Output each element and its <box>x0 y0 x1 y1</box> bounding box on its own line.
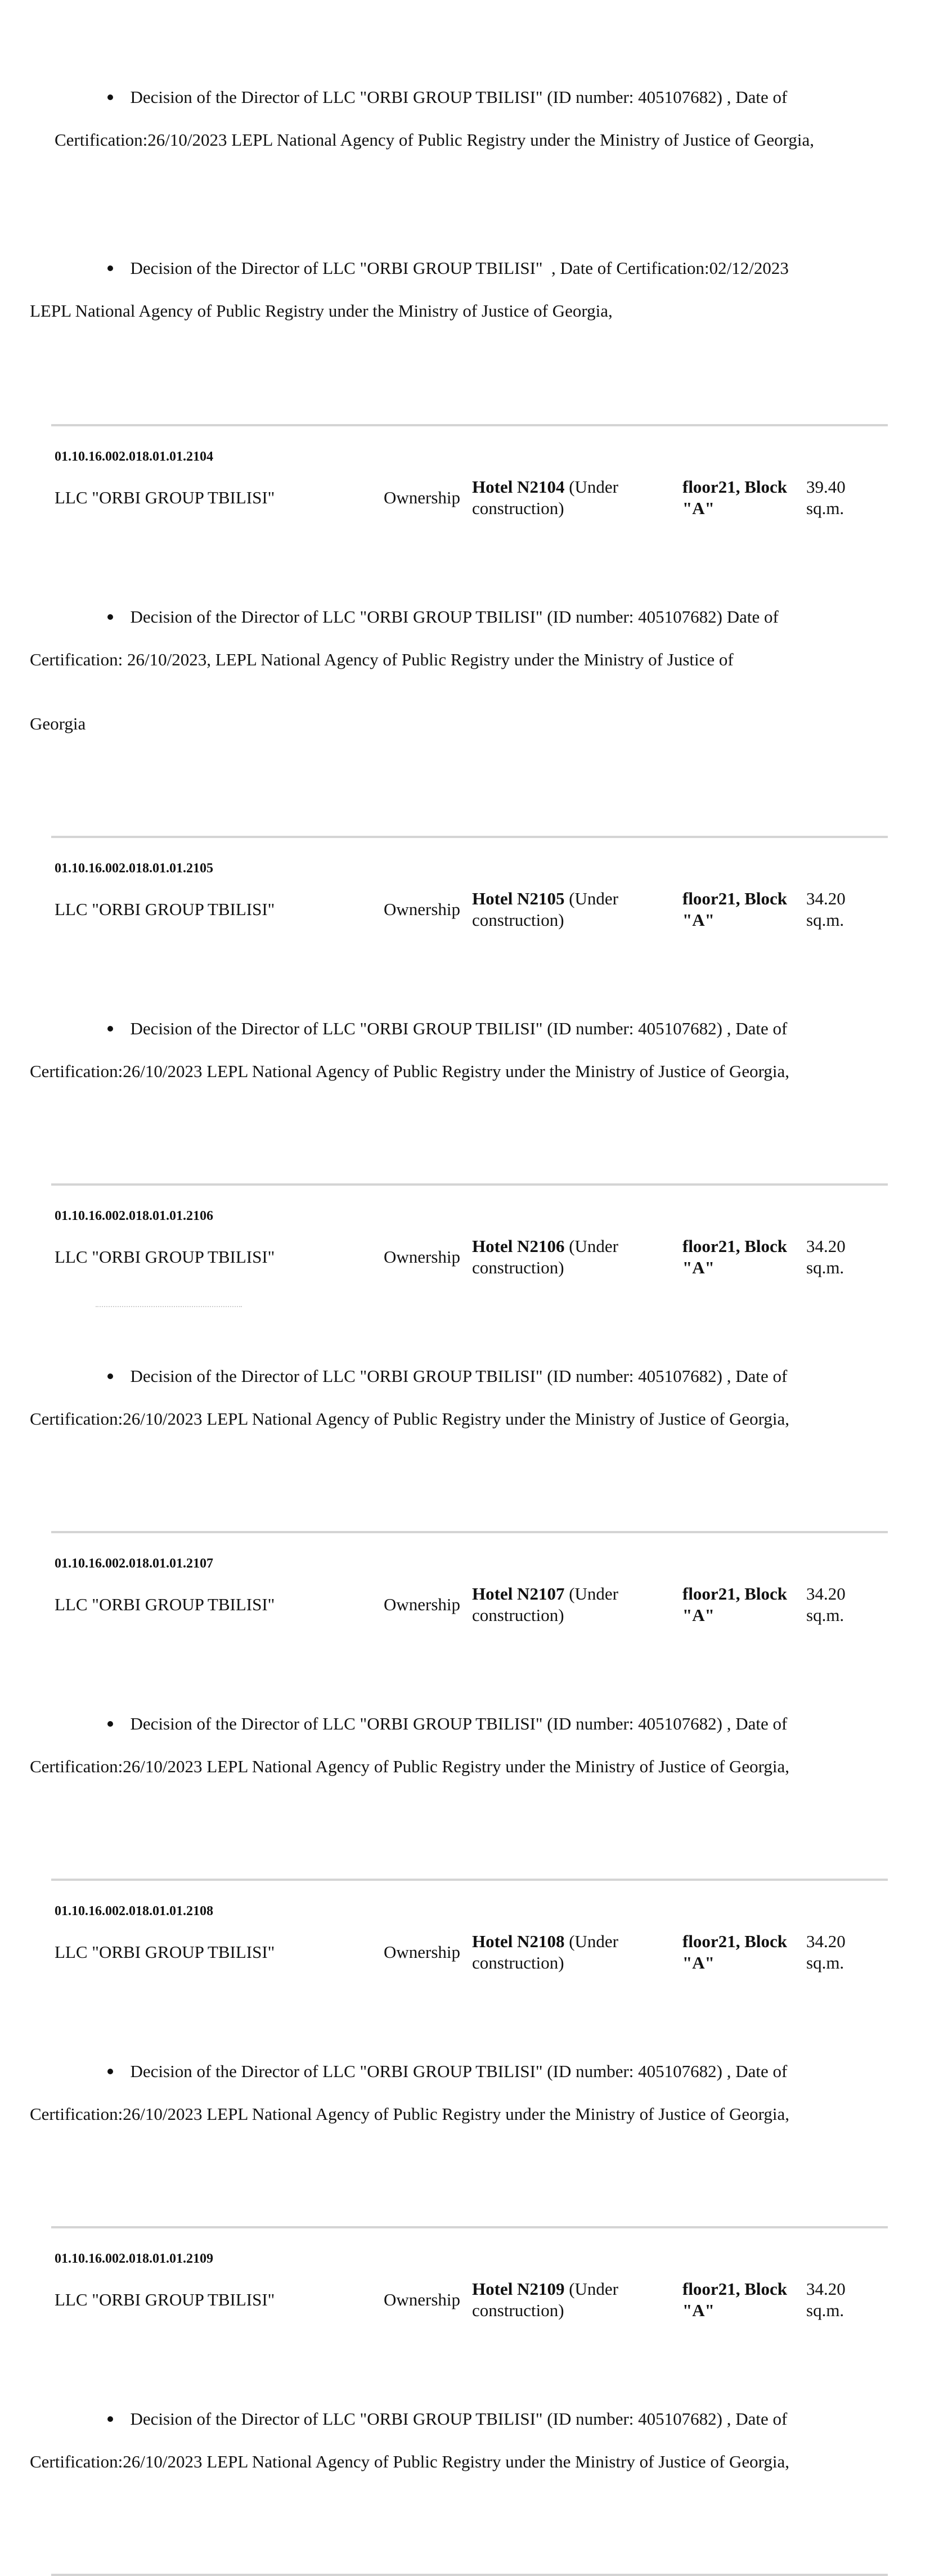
note-line: Decision of the Director of LLC "ORBI GROUP TBILISI" (ID number: 405107682) , Date of <box>130 2061 788 2081</box>
bullet-icon <box>107 94 113 100</box>
note-line: LEPL National Agency of Public Registry under the Ministry of Justice of Georgia, <box>30 301 613 321</box>
property-area: 39.40 sq.m. <box>806 477 846 518</box>
property-location: floor21, Block "A" <box>682 477 787 518</box>
property-description <box>472 1583 641 1626</box>
note-line: Certification:26/10/2023 LEPL National Agency of Public Registry under the Ministry of Justice of Georgia, <box>30 1757 789 1776</box>
property-area: 34.20 sq.m. <box>806 1236 846 1277</box>
property-name: Hotel N2107 <box>472 1584 565 1604</box>
property-location: floor21, Block "A" <box>682 1584 787 1625</box>
property-status: (Under construction) <box>472 1236 618 1277</box>
note-item <box>30 2039 887 2168</box>
note-line: Decision of the Director of LLC "ORBI GROUP TBILISI" (ID number: 405107682) Date of <box>130 607 779 627</box>
property-description <box>472 1931 641 1974</box>
owner-name: LLC "ORBI GROUP TBILISI" <box>55 1247 275 1267</box>
cadastral-code: 01.10.16.002.018.01.01.2107 <box>55 1556 213 1571</box>
property-record <box>55 2228 887 2320</box>
note-line: Certification:26/10/2023 LEPL National Agency of Public Registry under the Ministry of Justice of Georgia, <box>30 1409 789 1429</box>
property-name: Hotel N2108 <box>472 1931 565 1951</box>
owner-name: LLC "ORBI GROUP TBILISI" <box>55 1942 275 1962</box>
property-name: Hotel N2105 <box>472 889 565 908</box>
record-notes <box>30 2312 887 2574</box>
note-line: Decision of the Director of LLC "ORBI GROUP TBILISI" (ID number: 405107682) , Date of <box>130 1019 788 1038</box>
note-line: Georgia <box>30 714 86 733</box>
property-location: floor21, Block "A" <box>682 2279 787 2320</box>
note-item <box>30 236 887 364</box>
property-area: 34.20 sq.m. <box>806 889 846 930</box>
property-status: (Under construction) <box>472 1584 618 1625</box>
note-item <box>30 1344 887 1472</box>
property-location: floor21, Block "A" <box>682 1236 787 1277</box>
note-line: Decision of the Director of LLC "ORBI GROUP TBILISI" , Date of Certification:02/12/2023 <box>130 258 789 278</box>
owner-name: LLC "ORBI GROUP TBILISI" <box>55 899 275 919</box>
note-line: Certification:26/10/2023 LEPL National Agency of Public Registry under the Ministry of Justice of Georgia, <box>55 130 814 150</box>
record-notes <box>30 510 887 836</box>
right-type: Ownership <box>384 1595 461 1614</box>
property-area: 34.20 sq.m. <box>806 1931 846 1972</box>
record-notes <box>30 1616 887 1879</box>
right-type: Ownership <box>384 1247 461 1267</box>
owner-name: LLC "ORBI GROUP TBILISI" <box>55 2290 275 2309</box>
note-line: Certification:26/10/2023 LEPL National Agency of Public Registry under the Ministry of Justice of Georgia, <box>30 2452 789 2471</box>
right-type: Ownership <box>384 488 461 507</box>
property-record <box>55 1186 887 1277</box>
cadastral-code: 01.10.16.002.018.01.01.2109 <box>55 2251 213 2266</box>
property-record <box>55 1533 887 1625</box>
bullet-icon <box>107 1373 113 1379</box>
owner-name: LLC "ORBI GROUP TBILISI" <box>55 488 275 507</box>
right-type: Ownership <box>384 2290 461 2309</box>
property-record <box>55 426 887 518</box>
top-notes <box>30 22 887 424</box>
note-item <box>55 65 887 193</box>
property-record <box>55 1881 887 1972</box>
bullet-icon <box>107 1721 113 1727</box>
cadastral-code: 01.10.16.002.018.01.01.2108 <box>55 1904 213 1919</box>
property-description <box>472 1236 641 1278</box>
property-status: (Under construction) <box>472 889 618 930</box>
property-area: 34.20 sq.m. <box>806 1584 846 1625</box>
property-area: 34.20 sq.m. <box>806 2279 846 2320</box>
note-item <box>30 997 887 1125</box>
note-line: Certification:26/10/2023 LEPL National Agency of Public Registry under the Ministry of Justice of Georgia, <box>30 1061 789 1081</box>
property-description <box>472 2278 641 2321</box>
bullet-icon <box>107 265 113 271</box>
property-description <box>472 476 641 519</box>
note-line: Decision of the Director of LLC "ORBI GROUP TBILISI" (ID number: 405107682) , Date of <box>130 87 788 107</box>
note-item <box>30 585 887 777</box>
owner-name: LLC "ORBI GROUP TBILISI" <box>55 1595 275 1614</box>
cadastral-code: 01.10.16.002.018.01.01.2106 <box>55 1209 213 1223</box>
document-page <box>30 22 887 2576</box>
note-line: Decision of the Director of LLC "ORBI GROUP TBILISI" (ID number: 405107682) , Date of <box>130 1714 788 1733</box>
page-bottom-artifact <box>96 1306 242 1309</box>
property-name: Hotel N2104 <box>472 477 565 497</box>
cadastral-code: 01.10.16.002.018.01.01.2104 <box>55 449 213 464</box>
property-name: Hotel N2106 <box>472 1236 565 1256</box>
property-description <box>472 888 641 931</box>
right-type: Ownership <box>384 1942 461 1962</box>
bullet-icon <box>107 2069 113 2074</box>
bullet-icon <box>107 2416 113 2422</box>
property-location: floor21, Block "A" <box>682 1931 787 1972</box>
note-line: Certification:26/10/2023 LEPL National Agency of Public Registry under the Ministry of Justice of Georgia, <box>30 2104 789 2124</box>
section-divider <box>51 2574 888 2576</box>
bullet-icon <box>107 614 113 620</box>
property-status: (Under construction) <box>472 1931 618 1972</box>
note-line: Decision of the Director of LLC "ORBI GROUP TBILISI" (ID number: 405107682) , Date of <box>130 2409 788 2429</box>
property-status: (Under construction) <box>472 477 618 518</box>
note-line: Certification: 26/10/2023, LEPL National Agency of Public Registry under the Ministry of Justice of <box>30 650 734 669</box>
property-name: Hotel N2109 <box>472 2279 565 2299</box>
note-line: Decision of the Director of LLC "ORBI GROUP TBILISI" (ID number: 405107682) , Date of <box>130 1366 788 1386</box>
property-record <box>55 838 887 930</box>
cadastral-code: 01.10.16.002.018.01.01.2105 <box>55 861 213 876</box>
record-notes <box>30 921 887 1183</box>
right-type: Ownership <box>384 899 461 919</box>
property-status: (Under construction) <box>472 2279 618 2320</box>
note-item <box>30 2387 887 2515</box>
bullet-icon <box>107 1026 113 1032</box>
property-location: floor21, Block "A" <box>682 889 787 930</box>
record-notes <box>30 1964 887 2226</box>
note-item <box>30 1692 887 1820</box>
